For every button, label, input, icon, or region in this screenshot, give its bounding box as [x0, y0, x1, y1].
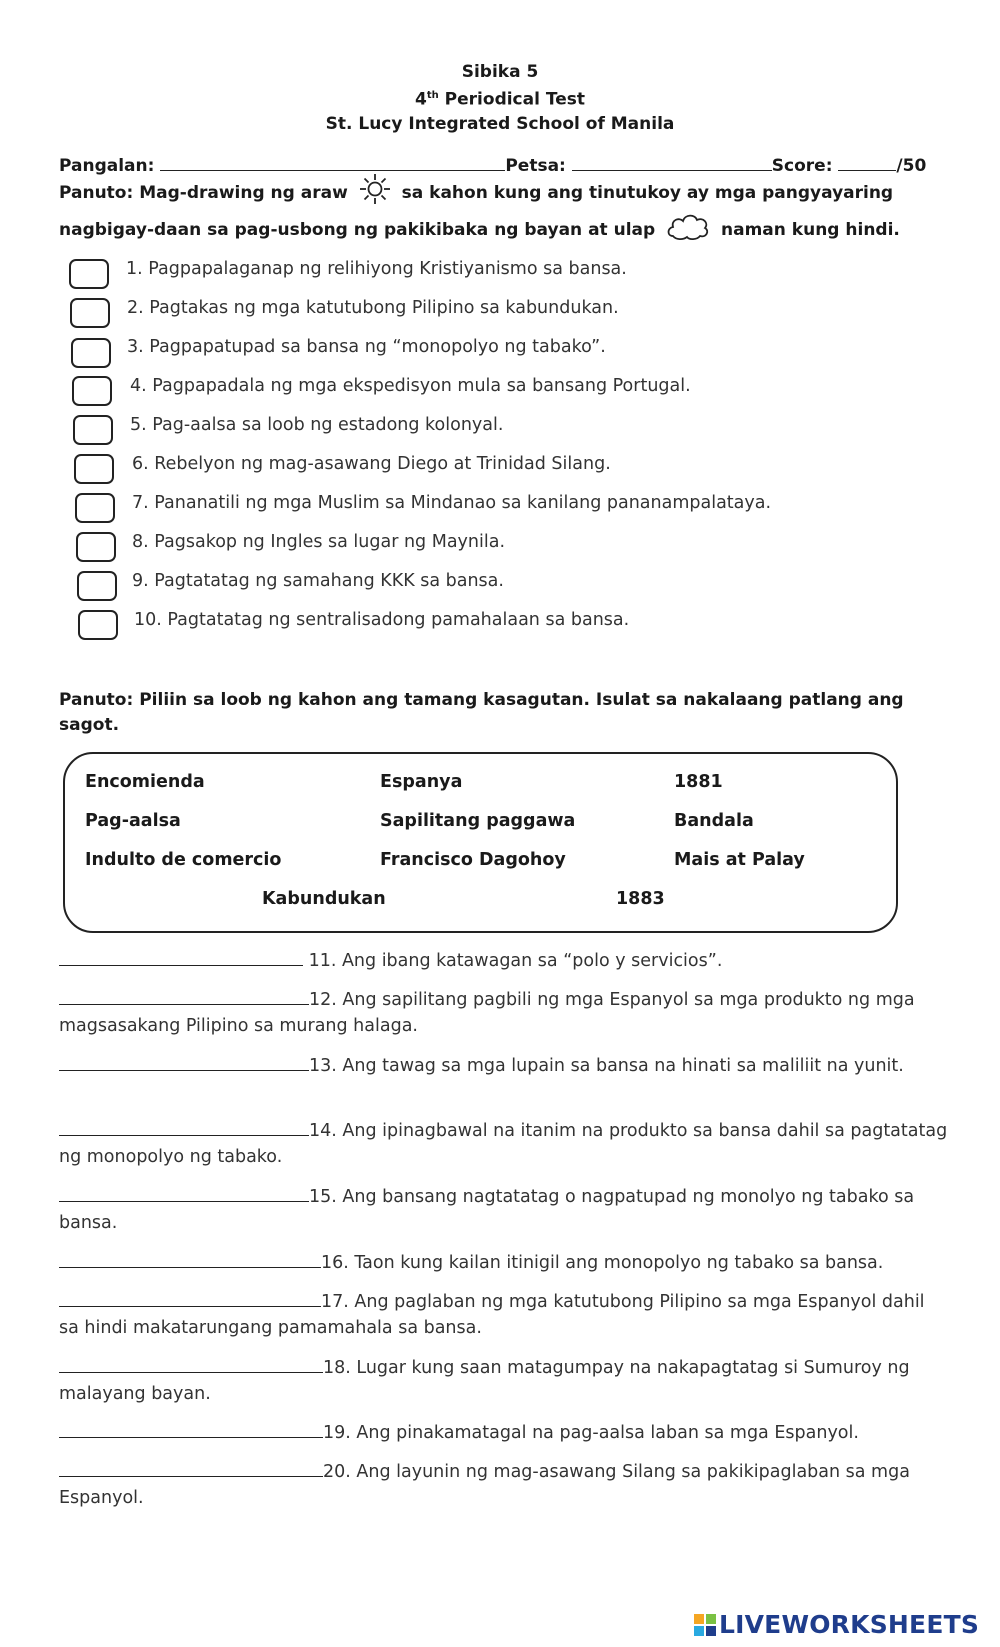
answer-line[interactable]	[59, 1356, 323, 1373]
word-bank-item: Mais at Palay	[674, 850, 805, 870]
answer-line[interactable]	[59, 1185, 309, 1202]
word-bank-item: Francisco Dagohoy	[380, 850, 566, 870]
question-14: 14. Ang ipinagbawal na itanim na produkto sa bansa dahil sa pagtatatag ng monopolyo ng tabako.	[59, 1121, 948, 1167]
answer-line[interactable]	[59, 1460, 323, 1477]
name-label: Pangalan:	[59, 156, 155, 176]
question-11: 11. Ang ibang katawagan sa “polo y servicios”.	[59, 948, 949, 974]
answer-line[interactable]	[59, 1054, 309, 1071]
answer-box-2[interactable]	[70, 298, 110, 328]
date-label: Petsa:	[505, 156, 566, 176]
test-title: 4th Periodical Test	[415, 89, 585, 110]
answer-box-8[interactable]	[76, 532, 116, 562]
word-bank-item: Kabundukan	[262, 889, 386, 909]
word-bank-item: Espanya	[380, 772, 463, 792]
list-item: 2. Pagtakas ng mga katutubong Pilipino sa kabundukan.	[127, 298, 619, 318]
part2-instruction: Panuto: Piliin sa loob ng kahon ang tamang kasagutan. Isulat sa nakalaang patlang ang sagot.	[59, 690, 904, 735]
answer-box-7[interactable]	[75, 493, 115, 523]
answer-line[interactable]	[59, 1290, 321, 1307]
answer-line[interactable]	[59, 988, 309, 1005]
answer-line[interactable]	[59, 949, 303, 966]
question-16: 16. Taon kung kailan itinigil ang monopolyo ng tabako sa bansa.	[59, 1250, 949, 1276]
question-18: 18. Lugar kung saan matagumpay na nakapagtatag si Sumuroy ng malayang bayan.	[59, 1358, 910, 1404]
list-item: 1. Pagpapalaganap ng relihiyong Kristiyanismo sa bansa.	[126, 259, 627, 279]
question-12: 12. Ang sapilitang pagbili ng mga Espanyol sa mga produkto ng mga magsasakang Pilipino sa murang halaga.	[59, 990, 915, 1036]
school-name: St. Lucy Integrated School of Manila	[325, 113, 675, 134]
liveworksheets-logo: LIVEWORKSHEETS	[694, 1610, 979, 1639]
list-item: 4. Pagpapadala ng mga ekspedisyon mula sa bansang Portugal.	[130, 376, 691, 396]
list-item: 9. Pagtatatag ng samahang KKK sa bansa.	[132, 571, 504, 591]
student-info-row	[59, 156, 944, 176]
score-total: /50	[896, 156, 927, 176]
subject-title: Sibika 5	[461, 62, 539, 82]
list-item: 3. Pagpapatupad sa bansa ng “monopolyo ng tabako”.	[127, 337, 606, 357]
answer-box-3[interactable]	[71, 338, 111, 368]
date-field[interactable]	[572, 156, 772, 171]
question-20: 20. Ang layunin ng mag-asawang Silang sa pakikipaglaban sa mga Espanyol.	[59, 1462, 910, 1508]
question-17: 17. Ang paglaban ng mga katutubong Pilipino sa mga Espanyol dahil sa hindi makatarungang pamamahala sa bansa.	[59, 1292, 925, 1338]
answer-line[interactable]	[59, 1421, 323, 1438]
logo-blocks-icon	[694, 1614, 716, 1636]
answer-box-4[interactable]	[72, 376, 112, 406]
answer-line[interactable]	[59, 1251, 321, 1268]
word-bank-item: 1881	[674, 772, 723, 792]
score-field[interactable]	[838, 156, 896, 171]
list-item: 10. Pagtatatag ng sentralisadong pamahalaan sa bansa.	[134, 610, 630, 630]
answer-box-10[interactable]	[78, 610, 118, 640]
answer-line[interactable]	[59, 1119, 309, 1136]
question-13: 13. Ang tawag sa mga lupain sa bansa na hinati sa maliliit na yunit.	[59, 1053, 949, 1079]
score-label: Score:	[771, 156, 833, 176]
word-bank-item: 1883	[616, 889, 665, 909]
list-item: 7. Pananatili ng mga Muslim sa Mindanao sa kanilang pananampalataya.	[132, 493, 772, 513]
list-item: 6. Rebelyon ng mag-asawang Diego at Trinidad Silang.	[132, 454, 611, 474]
cloud-icon	[665, 210, 711, 242]
sun-icon	[358, 172, 392, 206]
part1-instruction-line1: Panuto: Mag-drawing ng araw sa kahon kung ang tinutukoy ay mga pangyayaring	[59, 180, 893, 206]
word-bank-item: Sapilitang paggawa	[380, 811, 576, 831]
question-19: 19. Ang pinakamatagal na pag-aalsa laban sa mga Espanyol.	[59, 1420, 949, 1446]
name-field[interactable]	[160, 156, 505, 171]
question-15: 15. Ang bansang nagtatatag o nagpatupad ng monolyo ng tabako sa bansa.	[59, 1187, 915, 1233]
part1-instruction-line2: nagbigay-daan sa pag-usbong ng pakikibaka ng bayan at ulap naman kung hindi.	[59, 218, 900, 242]
list-item: 8. Pagsakop ng Ingles sa lugar ng Maynila.	[132, 532, 506, 552]
word-bank-item: Indulto de comercio	[85, 850, 282, 870]
word-bank-item: Encomienda	[85, 772, 205, 792]
answer-box-5[interactable]	[73, 415, 113, 445]
answer-box-6[interactable]	[74, 454, 114, 484]
document-header	[0, 60, 1000, 136]
list-item: 5. Pag-aalsa sa loob ng estadong kolonyal.	[130, 415, 504, 435]
word-bank-item: Bandala	[674, 811, 754, 831]
answer-box-9[interactable]	[77, 571, 117, 601]
word-bank-item: Pag-aalsa	[85, 811, 181, 831]
answer-box-1[interactable]	[69, 259, 109, 289]
